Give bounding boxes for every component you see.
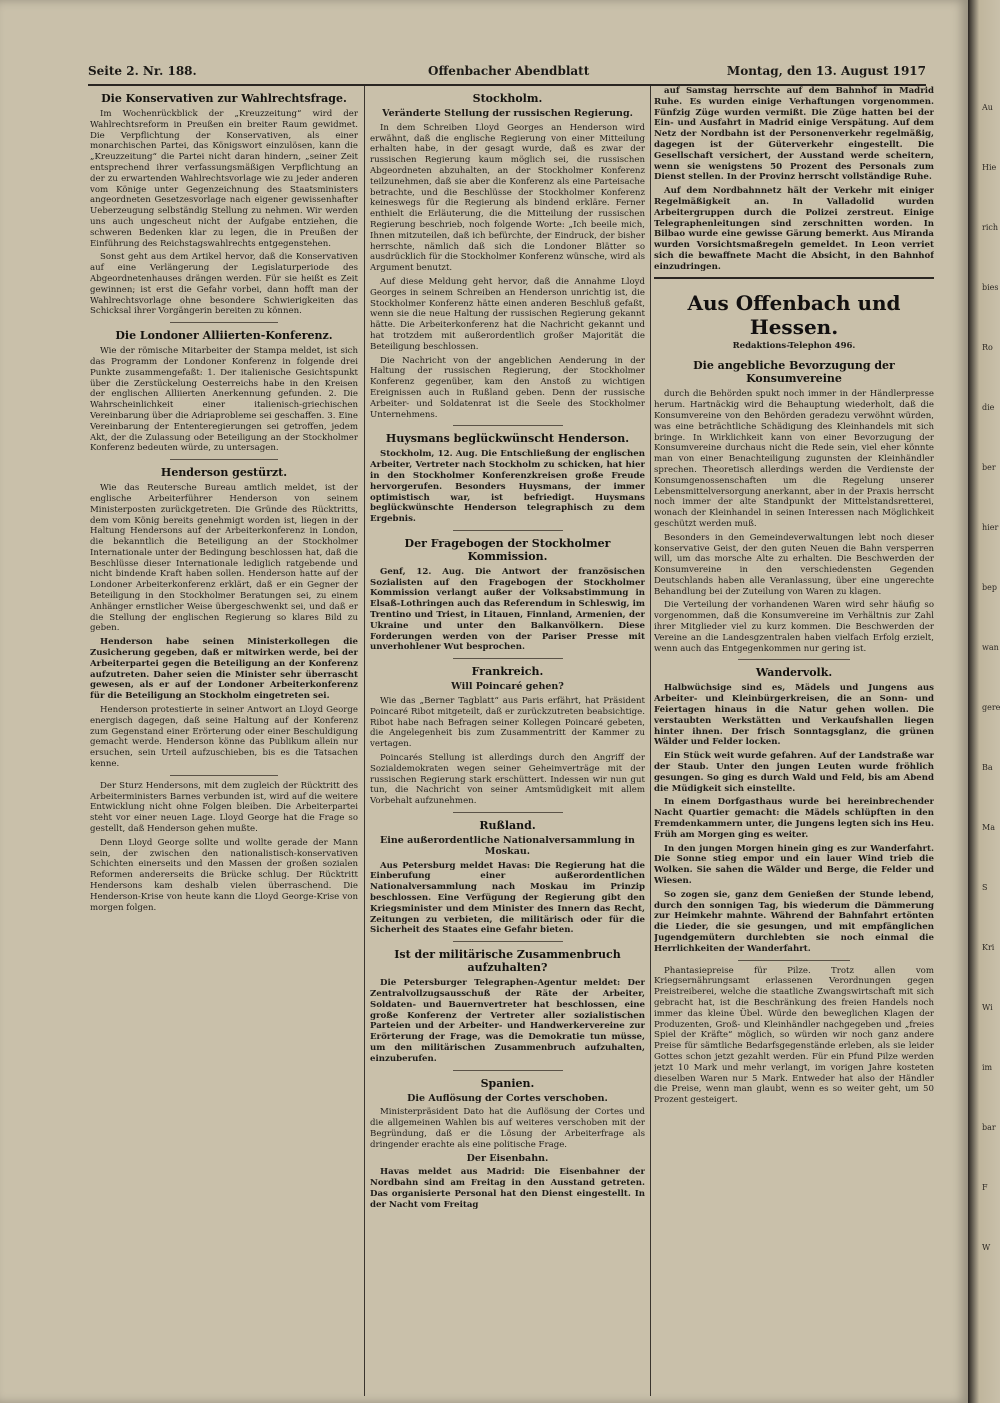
- separator: [453, 941, 563, 942]
- article-paragraph: Ministerpräsident Dato hat die Auflösung der Cortes und die allgemeinen Wahlen bis auf weiteres verschoben mit der Begründung, daß er die Lösung der Arbeiterfrage als dringender erachte als eine politische Frage.: [370, 1107, 645, 1150]
- masthead: [88, 64, 926, 82]
- adjacent-page-fragment: bep: [982, 583, 997, 592]
- article-paragraph: Auf dem Nordbahnnetz hält der Verkehr mit einiger Regelmäßigkeit an. In Valladolid wurden Arbeitergruppen durch die Polizei zerstreut. Einige Telegraphenleitungen sind zerschnitten worden. In Bilbao wurde eine gewisse Gärung bemerkt. Aus Miranda wurden Vorsichtsmaßregeln gemeldet. In Leon verriet sich die bewaffnete Macht die Absicht, in den Bahnhof einzudringen.: [654, 186, 934, 272]
- article-paragraph: Auf diese Meldung geht hervor, daß die Annahme Lloyd Georges in seinem Schreiben an Henderson unrichtig ist, die Stockholmer Konferenz hätte einen anderen Beschluß gefaßt, wenn sie die neue Haltung der russischen Regierung gekannt hätte. Die Arbeiterkonferenz hat die Nachricht gekannt und hat trotzdem mit außerordentlich großer Majorität die Beteiligung beschlossen.: [370, 276, 645, 352]
- article-headline: Huysmans beglückwünscht Henderson.: [385, 432, 630, 446]
- article-headline: Frankreich.: [471, 665, 544, 679]
- column-3: [654, 86, 934, 1386]
- adjacent-page-fragment: rich: [982, 223, 999, 232]
- article-paragraph: Wie das Reutersche Bureau amtlich meldet, ist der englische Arbeiterführer Henderson von seinem Ministerposten zurückgetreten. Die Gründe des Rücktritts, dem vom König bereits genehmigt worden ist, liegen in der Haltung Hendersons auf der Arbeiterkonferenz in London, die bekanntlich die Beteiligung an der Stockholmer Internationale unter der Bedingung beschlossen hat, daß die Beschlüsse dieser Internationale lediglich ratgebende und nicht bindende Kraft haben sollen. Henderson hatte auf der Londoner Arbeiterkonferenz erklärt, daß er ein Gegner der Beteiligung in den Stockholmer Beratungen sei, zu einem Anhänger ernstlicher Weise übergeschwenkt sei, und daß er die Stellung der englischen Regierung so klares Bild zu geben.: [90, 483, 358, 634]
- article-headline: Die Konservativen zur Wahlrechtsfrage.: [101, 92, 347, 105]
- page-number: Seite 2. Nr. 188.: [88, 64, 197, 78]
- separator: [453, 1070, 563, 1071]
- article-paragraph: Stockholm, 12. Aug. Die Entschließung der englischen Arbeiter, Vertreter nach Stockholm zu schicken, hat hier in den Stockholmer Konferenzkreisen große Freude hervorgerufen. Besonders Huysmans, der immer optimistisch war, ist befriedigt. Huysmans beglückwünschte Henderson telegraphisch zu dem Ergebnis.: [370, 449, 645, 525]
- article-paragraph: Besonders in den Gemeindeverwaltungen lebt noch dieser konservative Geist, der den guten Neuen die Bahn versperren will, um das morsche Alte zu erhalten. Die Beschwerden der Konsumvereine in den verschiedensten Gegenden Deutschlands haben alle Veranlassung, über eine ungerechte Behandlung bei der Zuteilung von Waren zu klagen.: [654, 532, 934, 597]
- separator: [453, 812, 563, 813]
- article-headline: Ist der militärische Zusammenbruch aufzuhalten?: [394, 948, 621, 975]
- adjacent-page-fragment: gere: [982, 703, 1000, 712]
- article-paragraph: So zogen sie, ganz dem Genießen der Stunde lebend, durch den sonnigen Tag, bis wiederum die Dämmerung zur Heimkehr mahnte. Während der Bahnfahrt ertönten die Lieder, die sie gesungen, und mit empfänglichen Jugendgemütern durchlebten sie noch einmal die Herrlichkeiten der Wanderfahrt.: [654, 889, 934, 954]
- article-paragraph: auf Samstag herrschte auf dem Bahnhof in Madrid Ruhe. Es wurden einige Verhaftungen vorgenommen. Fünfzig Züge wurden vermißt. Die Züge hatten bei der Ein- und Ausfahrt in Madrid einige Verspätung. Auf dem Netz der Nordbahn ist der Personenverkehr regelmäßig, dagegen ist der Güterverkehr eingestellt. Die Gesellschaft versichert, der Ausstand werde scheitern, wenn sie wenigstens 50 Prozent des Personals zum Dienst stellen. In der Provinz herrscht vollständige Ruhe.: [654, 86, 934, 183]
- article-paragraph: Havas meldet aus Madrid: Die Eisenbahner der Nordbahn sind am Freitag in den Ausstand getreten. Das organisierte Personal hat den Dienst eingestellt. In der Nacht vom Freitag: [370, 1167, 645, 1210]
- adjacent-page-fragment: S: [982, 883, 988, 892]
- separator: [170, 775, 277, 776]
- article-paragraph: Sonst geht aus dem Artikel hervor, daß die Konservativen auf eine Verlängerung der Legislaturperiode des Abgeordnetenhauses drängen werden. Für sie heißt es Zeit gewinnen; ist erst die Gefahr vorbei, dann hofft man der Wahlrechtsvorlage ohne besondere Schwierigkeiten das Schicksal ihrer Vorgängerin bereiten zu können.: [90, 252, 358, 317]
- adjacent-page-fragment: Ba: [982, 763, 993, 772]
- column-divider: [364, 86, 365, 1396]
- article-subheadline: Der Eisenbahn.: [466, 1152, 549, 1164]
- article-subheadline: Will Poincaré gehen?: [451, 681, 564, 693]
- article-headline: Die angebliche Bevorzugung der Konsumvereine: [693, 359, 895, 386]
- adjacent-page-fragment: Ro: [982, 343, 993, 352]
- article-subheadline: Die Auflösung der Cortes verschoben.: [407, 1092, 608, 1104]
- adjacent-page-fragment: bar: [982, 1123, 996, 1132]
- article-paragraph: Denn Lloyd George sollte und wollte gerade der Mann sein, der zwischen den nationalistisch-konservativen Schichten einerseits und den Massen der großen sozialen Reformen andererseits die Brücke schlug. Der Rücktritt Hendersons kam deshalb vielen überraschend. Die Henderson-Krise von heute kann die Lloyd George-Krise von morgen folgen.: [90, 837, 358, 913]
- separator: [170, 459, 277, 460]
- column-1: [90, 86, 358, 1386]
- adjacent-page-fragment: Hie: [982, 163, 997, 172]
- adjacent-page-edge: [968, 0, 1000, 1403]
- adjacent-page-fragment: Wi: [982, 1003, 993, 1012]
- adjacent-page-fragment: Kri: [982, 943, 995, 952]
- adjacent-page-fragment: Au: [982, 103, 993, 112]
- separator: [453, 658, 563, 659]
- article-paragraph: Phantasiepreise für Pilze. Trotz allen vom Kriegsernährungsamt erlassenen Verordnungen gegen Preistreiberei, welche die staatliche Zwangswirtschaft mit sich gebracht hat, ist die Beschränkung des freien Handels noch immer das kleine Übel. Würde den beweglichen Klagen der Produzenten, Groß- und Kleinhändler nachgegeben und „freies Spiel der Kräfte“ möglich, so würden wir noch ganz andere Preise für sämtliche Bedarfsgegenstände erleben, als sie leider Gottes schon jetzt gezahlt werden. Für ein Pfund Pilze werden jetzt 10 Mark und mehr verlangt, im vorigen Jahre kosteten dieselben Waren nur 5 Mark. Entweder hat also der Händler die Preise, wenn man glaubt, wenn es so weiter geht, um 50 Prozent gesteigert.: [654, 965, 934, 1106]
- adjacent-page-fragment: hier: [982, 523, 999, 532]
- article-paragraph: Henderson habe seinen Ministerkollegen die Zusicherung gegeben, daß er mitwirken werde, bei der Arbeiterpartei gegen die Beteiligung an der Konferenz aufzutreten. Daher seien die Minister sehr überrascht gewesen, als er auf der Londoner Arbeiterkonferenz für die Beteiligung an Stockholm eingetreten sei.: [90, 637, 358, 702]
- article-paragraph: In den jungen Morgen hinein ging es zur Wanderfahrt. Die Sonne stieg empor und ein lauer Wind trieb die Wolken. Sie sahen die Wälder und Berge, die Felder und Wiesen.: [654, 843, 934, 887]
- article-paragraph: Poincarés Stellung ist allerdings durch den Angriff der Sozialdemokraten wegen seiner Geheimverträge mit der russischen Regierung stark erschüttert. Indessen wir nun gut tun, die Nachricht von seiner Amtsmüdigkeit mit allem Vorbehalt aufzunehmen.: [370, 753, 645, 807]
- adjacent-page-fragment: im: [982, 1063, 993, 1072]
- article-paragraph: In einem Dorfgasthaus wurde bei hereinbrechender Nacht Quartier gemacht: die Mädels schlüpften in den Fremdenkammern unter, die Jungens legten sich ins Heu. Früh am Morgen ging es weiter.: [654, 797, 934, 840]
- article-subheadline: Eine außerordentliche Nationalversammlung in Moskau.: [380, 835, 635, 857]
- article-paragraph: Wie das „Berner Tagblatt“ aus Paris erfährt, hat Präsident Poincaré Ribot mitgeteilt, daß er zurückzutreten beabsichtige. Ribot habe nach Befragen seiner Kollegen Poincaré gebeten, die Angelegenheit bis zum Zusammentritt der Kammer zu vertagen.: [370, 696, 645, 750]
- adjacent-page-fragment: die: [982, 403, 995, 412]
- separator: [453, 530, 563, 531]
- article-paragraph: Wie der römische Mitarbeiter der Stampa meldet, ist sich das Programm der Londoner Konferenz in folgende drei Punkte zusammengefaßt: 1. Der italienische Gesichtspunkt über die Zerstückelung Oesterreichs habe in den Kreisen der englischen Alliierten Anerkennung gefunden. 2. Die Wahrscheinlichkeit einer italienisch-griechischen Vereinbarung über die Adriaprobleme sei geschaffen. 3. Eine Vereinbarung der Ententeregierungen sei getroffen, jedem Akt, der die Zulassung oder Beteiligung an der Stockholmer Konferenz bedeuten würde, zu untersagen.: [90, 346, 358, 454]
- article-paragraph: Im Wochenrückblick der „Kreuzzeitung“ wird der Wahlrechtsreform in Preußen ein breiter Raum gewidmet. Die Verpflichtung der Konservativen, als einer monarchischen Partei, das Königswort einzulösen, kann die „Kreuzzeitung“ die Partei nicht daran hindern, „seiner Zeit entsprechend ihrer verfassungsmäßigen Verpflichtung an der zu erwartenden Wahlrechtsvorlage wie zu jeder anderen vom Könige unter Gegenzeichnung des Staatsministers angeordneten Gesetzesvorlage nach eigener gewissenhafter Ueberzeugung selbständig Stellung zu nehmen. Wir werden uns auch ungescheut nicht der Aufgabe entziehen, die schweren Bedenken klar zu legen, die in Preußen der Einführung des Reichstagswahlrechts entgegenstehen.: [90, 109, 358, 249]
- article-headline: Stockholm.: [472, 92, 543, 105]
- article-paragraph: Henderson protestierte in seiner Antwort an Lloyd George energisch dagegen, daß seine Haltung auf der Konferenz zum Gegenstand einer Erörterung oder einer Beschuldigung gemacht werde. Henderson könne das Publikum allein nur ersuchen, sein Urteil aufzuschieben, bis es die Tatsachen kenne.: [90, 705, 358, 770]
- article-paragraph: Aus Petersburg meldet Havas: Die Regierung hat die Einberufung einer außerordentlichen Nationalversammlung nach Moskau im Prinzip beschlossen. Eine Verfügung der Regierung gibt den Kriegsminister und dem Minister des Innern das Recht, Zeitungen zu verbieten, die militärisch oder für die Sicherheit des Staates eine Gefahr bieten.: [370, 860, 645, 936]
- article-paragraph: Die Verteilung der vorhandenen Waren wird sehr häufig so vorgenommen, daß die Konsumvereine im Verhältnis zur Zahl ihrer Mitglieder viel zu kurz kommen. Die Beschwerden der Vereine an die Landesgzentralen haben vielfach Erfolg erzielt, wenn auch das Entgegenkommen nur gering ist.: [654, 600, 934, 654]
- separator: [170, 322, 277, 323]
- article-paragraph: Die Nachricht von der angeblichen Aenderung in der Haltung der russischen Regierung, der Stockholmer Konferenz gegenüber, kam den Anstoß zu wichtigen Ereignissen auch in Rußland geben. Denn der russische Arbeiter- und Soldatenrat ist die Seele des Stockholmer Unternehmens.: [370, 355, 645, 420]
- section-title: Aus Offenbach und Hessen.: [687, 290, 901, 339]
- article-headline: Die Londoner Alliierten-Konferenz.: [115, 329, 333, 343]
- column-divider: [650, 86, 651, 1396]
- newspaper-name: Offenbacher Abendblatt: [428, 64, 590, 78]
- article-headline: Wandervolk.: [755, 666, 833, 680]
- adjacent-page-fragment: F: [982, 1183, 988, 1192]
- section-rule: [654, 277, 934, 279]
- column-2: [370, 86, 645, 1386]
- adjacent-page-fragment: Ma: [982, 823, 995, 832]
- article-paragraph: In dem Schreiben Lloyd Georges an Henderson wird erwähnt, daß die englische Regierung von einer Mitteilung erhalten habe, in der gesagt wurde, daß es zwar der russischen Regierung kaum möglich sei, die russischen Abgeordneten abzuhalten, an der Stockholmer Konferenz teilzunehmen, daß sie aber die Konferenz als eine Parteisache betrachte, und die Beschlüsse der Stockholmer Konferenz keineswegs für die Regierung als bindend erkläre. Ferner enthielt die Erläuterung, die die Mitteilung der russischen Regierung beschrieb, noch folgende Worte: „Ich beeile mich, Ihnen mitzuteilen, daß ich befürchte, der Eindruck, der bisher herrschte, nämlich daß sich die Londoner Blätter so ausdrücklich für die Stockholmer Konferenz wünsche, wird als Argument benutzt.: [370, 122, 645, 274]
- article-headline: Der Fragebogen der Stockholmer Kommission.: [404, 536, 611, 563]
- separator: [738, 960, 850, 961]
- adjacent-page-fragment: wan: [982, 643, 999, 652]
- editorial-phone: Redaktions-Telephon 496.: [732, 340, 856, 351]
- adjacent-page-fragment: W: [982, 1243, 991, 1252]
- article-subheadline: Veränderte Stellung der russischen Regierung.: [382, 108, 633, 119]
- article-headline: Spanien.: [480, 1076, 535, 1090]
- adjacent-page-fragment: ber: [982, 463, 996, 472]
- issue-date: Montag, den 13. August 1917: [726, 64, 926, 78]
- article-headline: Rußland.: [479, 819, 536, 833]
- separator: [738, 659, 850, 660]
- article-paragraph: Der Sturz Hendersons, mit dem zugleich der Rücktritt des Arbeiterministers Barnes verbunden ist, wird auf die weitere Entwicklung nicht ohne Folgen bleiben. Die Arbeiterpartei steht vor einer neuen Lage. Lloyd George hat die Frage so gestellt, daß Henderson gehen mußte.: [90, 780, 358, 835]
- separator: [453, 425, 563, 426]
- adjacent-page-fragment: bies: [982, 283, 999, 292]
- article-headline: Henderson gestürzt.: [160, 466, 288, 480]
- article-paragraph: Ein Stück weit wurde gefahren. Auf der Landstraße war der Staub. Unter den jungen Leuten wurde fröhlich gesungen. So ging es durch Wald und Feld, bis am Abend die Müdigkeit sich einstellte.: [654, 751, 934, 794]
- article-paragraph: Halbwüchsige sind es, Mädels und Jungens aus Arbeiter- und Kleinbürgerkreisen, die an Sonn- und Feiertagen hinaus in die Natur gehen wollen. Die verstaubten Werkstätten und Verkaufshallen liegen hinter ihnen. Der frisch Sonntagsglanz, die grünen Wälder und Felder locken.: [654, 683, 934, 748]
- article-paragraph: durch die Behörden spukt noch immer in der Händlerpresse herum. Hartnäckig wird die Behauptung wiederholt, daß die Konsumvereine von den Behörden geradezu verwöhnt würden, was eine beträchtliche Schädigung des Kleinhandels mit sich bringe. In Wirklichkeit kann von einer Bevorzugung der Konsumvereine durchaus nicht die Rede sein, viel eher könnte man von einer Benachteiligung zugunsten der Kleinhändler sprechen. Theoretisch allerdings werden die Verdienste der Konsumgenossenschaften um die Regelung unserer Lebensmittelversorgung anerkannt, aber in der Praxis herrscht noch immer der alte Standpunkt der Mittelstandsretterei, wonach der Kleinhandel in seinen Interessen nach Möglichkeit geschützt werden muß.: [654, 389, 934, 529]
- article-paragraph: Die Petersburger Telegraphen-Agentur meldet: Der Zentralvollzugsausschuß der Räte der Arbeiter, Soldaten- und Bauernvertreter hat beschlossen, eine große Konferenz der Vertreter aller sozialistischen Parteien und der Arbeiter- und Handwerkervereine zur Erörterung der Frage, was die Demokratie tun müsse, um den militärischen Zusammenbruch aufzuhalten, einzuberufen.: [370, 978, 645, 1064]
- article-paragraph: Genf, 12. Aug. Die Antwort der französischen Sozialisten auf den Fragebogen der Stockholmer Kommission verlangt außer der Volksabstimmung in Elsaß-Lothringen auch das Referendum in Schleswig, im Trentino und Triest, in Litauen, Finnland, Armenien, der Ukraine und unter den Balkanvölkern. Diese Forderungen werden von der Pariser Presse mit unverhohlener Wut besprochen.: [370, 566, 645, 653]
